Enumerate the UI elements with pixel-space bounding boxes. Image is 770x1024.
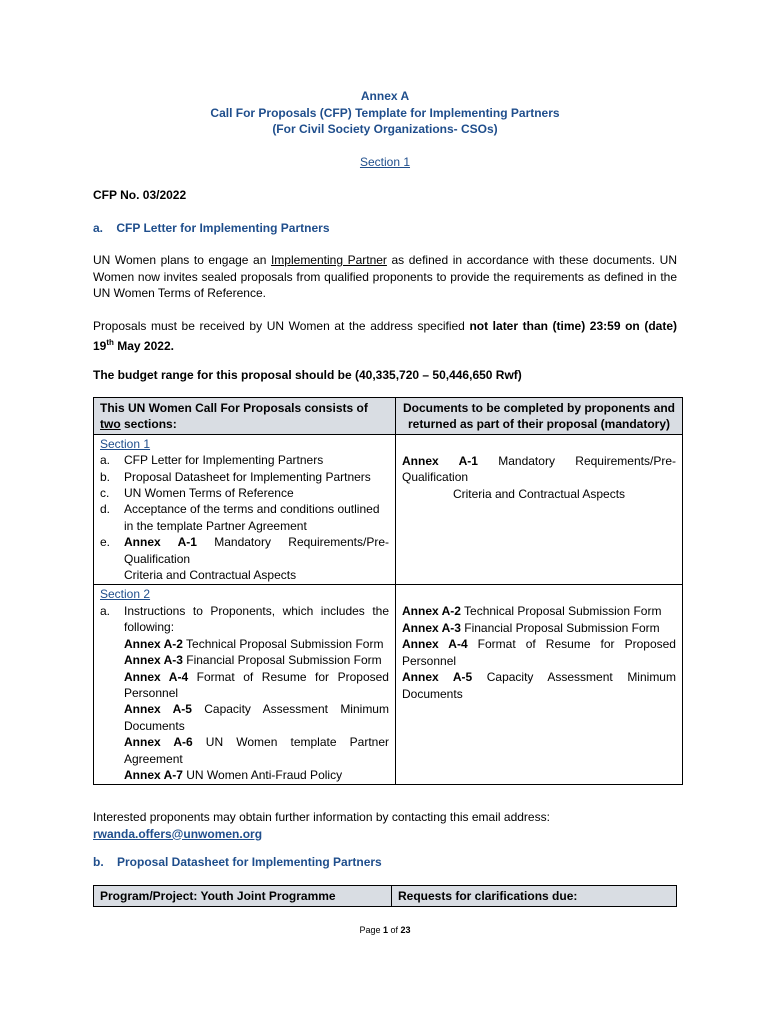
list-item-text: Acceptance of the terms and conditions outlined in the template Partner Agreement xyxy=(124,502,380,533)
annex-ref: Annex A-3 xyxy=(402,620,461,635)
list-marker: d. xyxy=(100,502,111,517)
page-footer xyxy=(0,925,770,935)
annex-ref: Annex A-4 xyxy=(124,669,189,684)
annex-ref: Annex A-5 xyxy=(402,670,473,685)
list-marker: b. xyxy=(100,469,111,484)
list-item-text: Instructions to Proponents, which includes the following: xyxy=(124,603,389,635)
annex-ref: Annex A-7 xyxy=(124,767,183,782)
doc-text: Technical Proposal Submission Form xyxy=(460,604,662,619)
doc-text-continuation: Criteria and Contractual Aspects xyxy=(452,486,626,501)
page-number: 1 xyxy=(382,925,388,935)
doc-text: Format of Resume for Proposed Personnel xyxy=(402,637,676,668)
doc-text: Financial Proposal Submission Form xyxy=(460,620,660,635)
annex-ref: Annex A-6 xyxy=(124,735,193,750)
section-2-doc xyxy=(402,636,676,669)
table-header-sections xyxy=(94,398,396,435)
deadline-paragraph xyxy=(93,318,677,354)
list-item xyxy=(100,469,389,485)
list-item xyxy=(100,485,389,501)
annex-label: Annex A xyxy=(360,89,410,103)
section-b-heading: b. Proposal Datasheet for Implementing Partners xyxy=(93,855,382,869)
clarifications-due-cell: Requests for clarifications due: xyxy=(392,886,677,907)
budget-range: The budget range for this proposal should be (40,335,720 – 50,446,650 Rwf) xyxy=(93,368,522,382)
list-marker: e. xyxy=(100,535,111,550)
proposal-datasheet-table xyxy=(93,885,677,907)
list-item xyxy=(100,603,389,636)
list-item-text: UN Women Terms of Reference xyxy=(124,486,294,501)
annex-line xyxy=(100,669,389,702)
annex-line xyxy=(100,652,389,668)
section-2-title[interactable]: Section 2 xyxy=(100,587,151,602)
table-row-section-1 xyxy=(94,434,683,585)
annex-line xyxy=(100,767,389,783)
section-1-cell xyxy=(94,434,396,585)
document-header xyxy=(93,88,677,138)
contact-email-link[interactable]: rwanda.offers@unwomen.org xyxy=(93,826,263,841)
section-1-title[interactable]: Section 1 xyxy=(100,436,151,451)
section-a-heading: a. CFP Letter for Implementing Partners xyxy=(93,221,330,235)
annex-text: Format of Resume for Proposed Personnel xyxy=(124,669,389,700)
list-marker: a. xyxy=(100,453,111,468)
annex-line xyxy=(100,636,389,652)
section-2-doc xyxy=(402,603,676,619)
page-total: 23 xyxy=(400,925,411,935)
deadline-date-suffix: th xyxy=(106,337,114,347)
annex-ref: Annex A-1 xyxy=(124,535,197,550)
deadline-month-year: May 2022. xyxy=(113,338,174,353)
document-title: Call For Proposals (CFP) Template for Implementing Partners xyxy=(210,105,560,120)
annex-line xyxy=(100,734,389,767)
section-2-docs-cell xyxy=(396,585,683,785)
table-header-documents: Documents to be completed by proponents and returned as part of their proposal (mandatory) xyxy=(396,398,683,435)
contact-info xyxy=(93,809,677,842)
doc-text: Mandatory Requirements/Pre-Qualification xyxy=(402,453,676,485)
section-1-docs-cell xyxy=(396,434,683,585)
header-two: two xyxy=(100,417,121,432)
cfp-sections-table xyxy=(93,397,683,785)
annex-text: Capacity Assessment Minimum Documents xyxy=(124,702,389,733)
annex-text: Financial Proposal Submission Form xyxy=(182,653,382,668)
annex-ref: Annex A-3 xyxy=(124,653,183,668)
table-row xyxy=(94,886,677,907)
cfp-number: CFP No. 03/2022 xyxy=(93,188,187,202)
annex-text: UN Women Anti-Fraud Policy xyxy=(182,767,343,782)
section-2-doc xyxy=(402,669,676,702)
section-1-link[interactable]: Section 1 xyxy=(359,155,411,169)
table-row-section-2 xyxy=(94,585,683,785)
section-1-doc xyxy=(402,453,676,486)
list-item xyxy=(100,452,389,468)
section-2-cell xyxy=(94,585,396,785)
list-item-text: Proposal Datasheet for Implementing Partners xyxy=(124,469,371,484)
section-1-list xyxy=(100,452,389,583)
program-project-cell: Program/Project: Youth Joint Programme xyxy=(94,886,392,907)
annex-line xyxy=(100,701,389,734)
contact-text: Interested proponents may obtain further information by contacting this email address: xyxy=(93,810,550,824)
page-label: Page xyxy=(359,925,383,935)
page-of: of xyxy=(388,925,401,935)
section-1-heading xyxy=(93,154,677,171)
intro-text-end: as defined in accordance with these documents. UN Women now invites sealed proposals from qualified proponents to provide the requirements as defined in the UN Women Terms of Reference. xyxy=(93,253,677,300)
section-2-list xyxy=(100,603,389,636)
section-2-doc xyxy=(402,620,676,636)
header-text: This UN Women Call For Proposals consists of xyxy=(100,401,368,415)
list-item xyxy=(100,534,389,583)
intro-paragraph xyxy=(93,252,677,302)
annex-ref: Annex A-5 xyxy=(124,702,192,717)
list-marker: a. xyxy=(100,603,111,618)
list-item-continuation: Criteria and Contractual Aspects xyxy=(124,568,297,583)
document-subtitle: (For Civil Society Organizations- CSOs) xyxy=(272,122,498,136)
table-header-row xyxy=(94,398,683,435)
list-item xyxy=(100,501,389,534)
header-text-end: sections: xyxy=(120,417,177,432)
implementing-partner-term: Implementing Partner xyxy=(270,253,387,267)
deadline-date: not later than (time) 23:59 on (date) 19 xyxy=(93,319,677,353)
list-marker: c. xyxy=(100,486,110,501)
deadline-text: Proposals must be received by UN Women at the address specified xyxy=(93,319,470,333)
list-item-text: CFP Letter for Implementing Partners xyxy=(124,453,324,468)
list-item-text: Mandatory Requirements/Pre-Qualification xyxy=(124,535,389,566)
doc-text: Capacity Assessment Minimum Documents xyxy=(402,670,676,701)
annex-ref: Annex A-2 xyxy=(124,636,183,651)
annex-text: Technical Proposal Submission Form xyxy=(182,636,384,651)
annex-ref: Annex A-4 xyxy=(402,637,468,652)
intro-text-start: UN Women plans to engage an xyxy=(93,253,271,267)
annex-ref: Annex A-2 xyxy=(402,604,461,619)
annex-text: UN Women template Partner Agreement xyxy=(124,735,389,766)
annex-ref: Annex A-1 xyxy=(402,453,478,468)
